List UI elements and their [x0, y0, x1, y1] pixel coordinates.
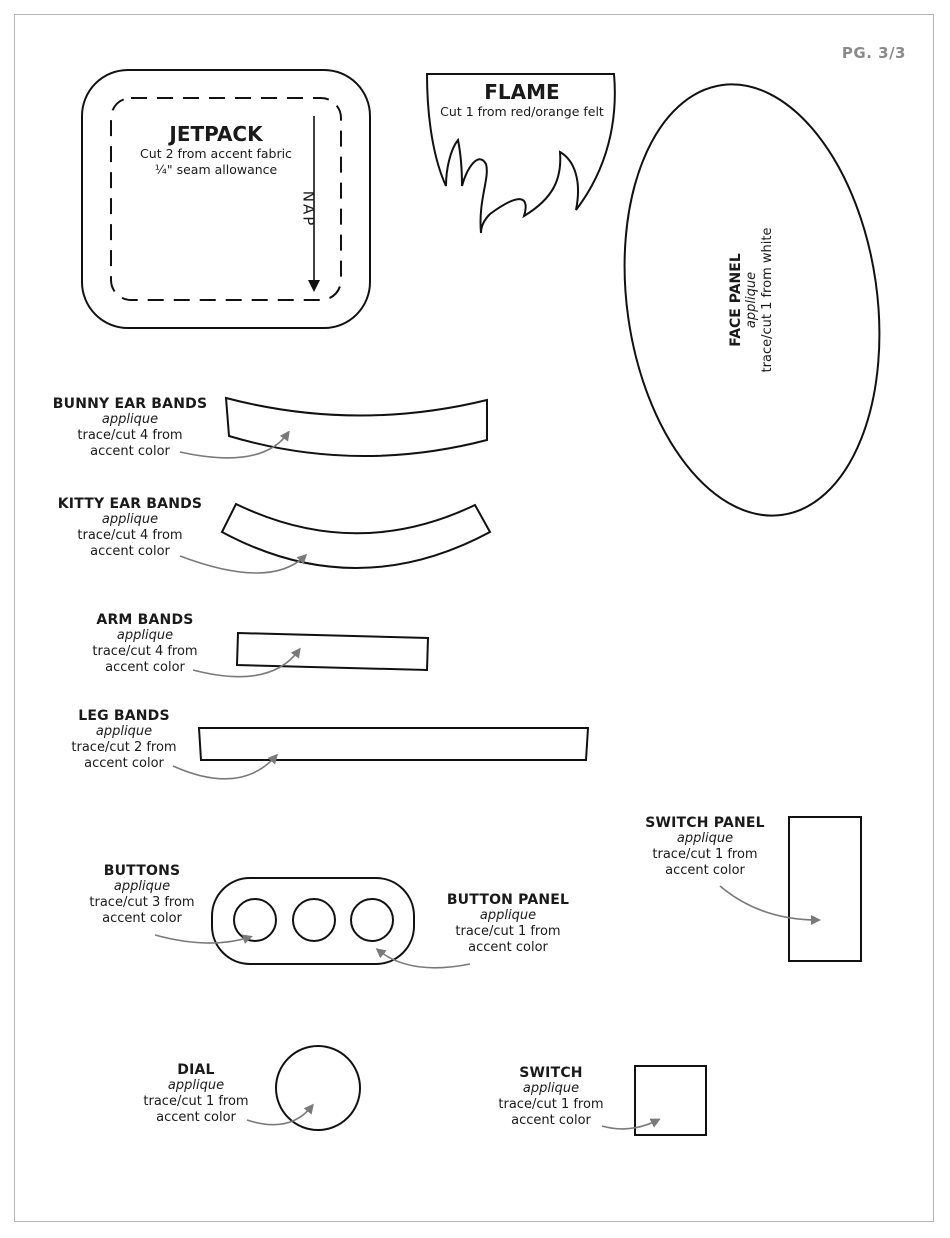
kitty-ear-bands-line2: accent color: [90, 544, 170, 559]
switch-line1: trace/cut 1 from: [498, 1097, 604, 1112]
buttons-line2: accent color: [102, 911, 182, 926]
button-panel-title: BUTTON PANEL: [446, 892, 570, 908]
dial-title: DIAL: [177, 1062, 215, 1078]
switch-panel-line2: accent color: [665, 863, 745, 878]
jetpack-title: JETPACK: [169, 122, 263, 146]
switch-line2: accent color: [511, 1113, 591, 1128]
button-panel-line1: trace/cut 1 from: [455, 924, 561, 939]
flame-label: [432, 80, 612, 120]
jetpack-label: [126, 122, 306, 178]
arm-bands-label: [75, 612, 215, 676]
leg-bands-title: LEG BANDS: [78, 708, 170, 724]
buttons-title: BUTTONS: [103, 863, 181, 879]
face-panel-title: FACE PANEL: [728, 253, 744, 347]
flame-title: FLAME: [484, 80, 560, 104]
arm-bands-sub: applique: [116, 628, 174, 643]
switch-panel-label: [635, 815, 775, 879]
switch-title: SWITCH: [519, 1065, 583, 1081]
face-panel-label: [728, 190, 776, 410]
leg-bands-sub: applique: [95, 724, 153, 739]
button-panel-line2: accent color: [468, 940, 548, 955]
kitty-ear-band-piece: [222, 504, 490, 568]
switch-label: [481, 1065, 621, 1129]
arm-band-piece: [237, 633, 428, 670]
bunny-ear-bands-line2: accent color: [90, 444, 170, 459]
bunny-ear-bands-sub: applique: [101, 412, 159, 427]
buttons-label: [72, 863, 212, 927]
button-piece: [234, 899, 276, 941]
jetpack-piece: [82, 70, 370, 328]
leg-bands-line1: trace/cut 2 from: [71, 740, 177, 755]
button-piece: [351, 899, 393, 941]
dial-label: [126, 1062, 266, 1126]
arm-bands-line2: accent color: [105, 660, 185, 675]
kitty-ear-bands-title: KITTY EAR BANDS: [57, 496, 203, 512]
kitty-ear-bands-sub: applique: [101, 512, 159, 527]
bunny-ear-bands-title: BUNNY EAR BANDS: [52, 396, 208, 412]
dial-line1: trace/cut 1 from: [143, 1094, 249, 1109]
jetpack-allowance: ¼" seam allowance: [154, 162, 278, 177]
switch-panel-line1: trace/cut 1 from: [652, 847, 758, 862]
bunny-ear-band-piece: [226, 398, 487, 456]
buttons-arrow: [155, 935, 250, 943]
page-number: PG. 3/3: [841, 44, 906, 62]
switch-sub: applique: [522, 1081, 580, 1096]
face-panel-instruction: trace/cut 1 from white: [760, 227, 775, 373]
button-panel-sub: applique: [479, 908, 537, 923]
dial-line2: accent color: [156, 1110, 236, 1125]
bunny-ear-bands-label: [50, 396, 210, 460]
jetpack-instruction: Cut 2 from accent fabric: [140, 146, 292, 161]
bunny-ear-bands-line1: trace/cut 4 from: [77, 428, 183, 443]
switch-panel-arrow: [720, 886, 818, 920]
arm-bands-line1: trace/cut 4 from: [92, 644, 198, 659]
arm-bands-title: ARM BANDS: [96, 612, 194, 628]
face-panel-sub: applique: [744, 271, 759, 329]
leg-band-piece: [199, 728, 588, 760]
leg-bands-label: [54, 708, 194, 772]
buttons-line1: trace/cut 3 from: [89, 895, 195, 910]
kitty-ear-bands-label: [50, 496, 210, 560]
button-piece: [293, 899, 335, 941]
button-panel-label: [438, 892, 578, 956]
button-panel-piece: [212, 878, 414, 964]
flame-instruction: Cut 1 from red/orange felt: [440, 104, 604, 119]
dial-piece: [276, 1046, 360, 1130]
buttons-sub: applique: [113, 879, 171, 894]
switch-panel-sub: applique: [676, 831, 734, 846]
nap-label: NAP: [299, 190, 318, 228]
switch-panel-title: SWITCH PANEL: [645, 815, 765, 831]
dial-sub: applique: [167, 1078, 225, 1093]
kitty-ear-bands-line1: trace/cut 4 from: [77, 528, 183, 543]
leg-bands-line2: accent color: [84, 756, 164, 771]
switch-panel-piece: [789, 817, 861, 961]
